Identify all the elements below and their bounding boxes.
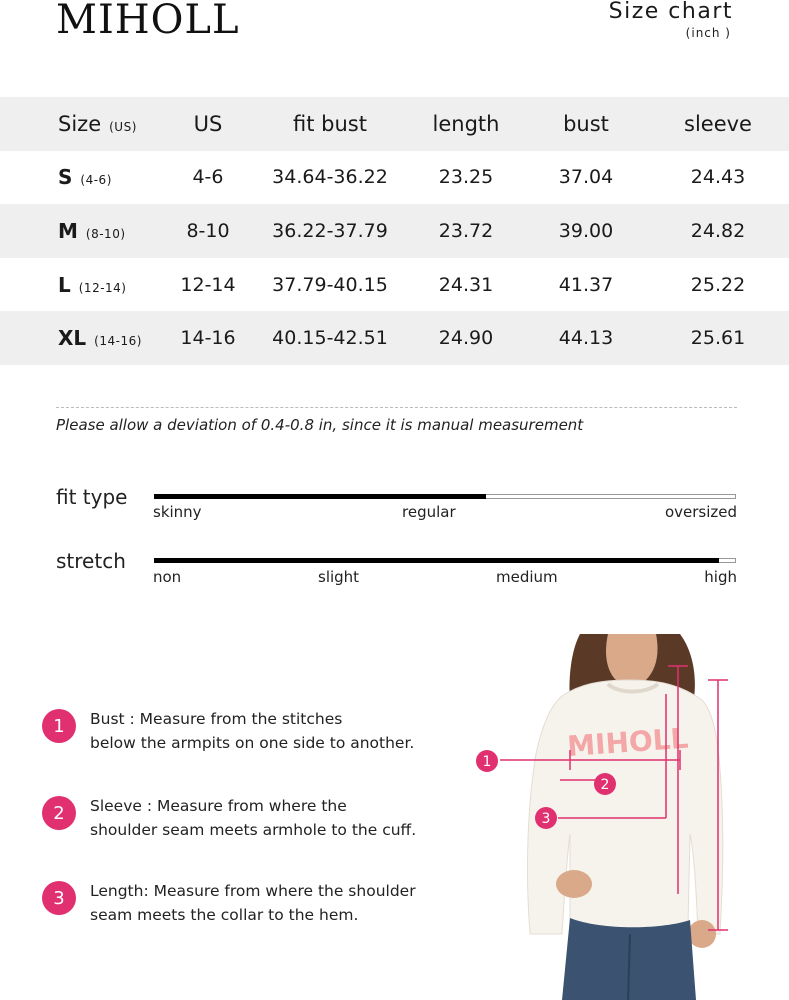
- marker-3-label: 3: [541, 811, 551, 827]
- bust-cell: 37.04: [558, 166, 614, 189]
- sleeve-cell: 24.43: [690, 166, 746, 189]
- column-header-us: US: [193, 111, 223, 136]
- sleeve-cell: 24.82: [690, 219, 746, 242]
- column-header-sleeve: sleeve: [684, 111, 752, 136]
- size-table: [0, 97, 789, 365]
- table-row: [0, 151, 789, 205]
- table-header-row: [0, 97, 789, 151]
- stretch-fill: [154, 558, 719, 563]
- length-cell: 24.31: [438, 273, 494, 296]
- marker-2-label: 2: [600, 777, 610, 793]
- instruction-text: Bust : Measure from the stitches below the armpits on one side to another.: [90, 710, 415, 752]
- stretch-tick-medium: medium: [496, 568, 558, 586]
- fit-type-label: fit type: [56, 485, 128, 509]
- fit-tick-oversized: oversized: [664, 503, 737, 521]
- column-header-bust: bust: [563, 111, 609, 136]
- size-cell: M (8-10): [58, 218, 126, 243]
- length-cell: 23.25: [438, 166, 494, 189]
- chart-title: Size chart: [608, 0, 733, 24]
- fit-bust-cell: 37.79-40.15: [272, 273, 388, 296]
- sleeve-cell: 25.61: [690, 327, 746, 350]
- size-cell: L (12-14): [58, 272, 127, 297]
- length-cell: 24.90: [438, 327, 494, 350]
- length-cell: 23.72: [438, 219, 494, 242]
- number-badge-icon: 1: [42, 709, 76, 743]
- column-header-fit-bust: fit bust: [293, 111, 367, 136]
- us-cell: 12-14: [180, 273, 236, 296]
- table-row: [0, 204, 789, 258]
- us-cell: 8-10: [186, 219, 230, 242]
- chart-unit: (inch ): [685, 26, 731, 40]
- marker-1-label: 1: [482, 754, 492, 770]
- size-cell: S (4-6): [58, 165, 112, 190]
- stretch-tick-slight: slight: [318, 568, 360, 586]
- fit-tick-regular: regular: [402, 503, 456, 521]
- sweater-print: MIHOLL: [566, 721, 690, 763]
- deviation-note: Please allow a deviation of 0.4-0.8 in, since it is manual measurement: [56, 416, 584, 434]
- instruction-text: Sleeve : Measure from where the shoulder seam meets armhole to the cuff.: [90, 797, 417, 839]
- bust-cell: 41.37: [558, 273, 614, 296]
- model-photo: [470, 634, 760, 1000]
- stretch-label: stretch: [56, 549, 126, 573]
- sleeve-cell: 25.22: [690, 273, 746, 296]
- stretch-tick-non: non: [153, 568, 182, 586]
- number-badge-icon: 2: [42, 796, 76, 830]
- us-cell: 4-6: [192, 166, 224, 189]
- dashed-divider: [56, 407, 737, 408]
- fit-bust-cell: 36.22-37.79: [272, 219, 388, 242]
- column-header-length: length: [432, 111, 500, 136]
- fit-type-fill: [154, 494, 486, 499]
- brand-logo: MIHOLL: [56, 0, 240, 43]
- size-cell: XL (14-16): [58, 326, 142, 351]
- bust-cell: 44.13: [558, 327, 614, 350]
- us-cell: 14-16: [180, 327, 236, 350]
- table-row: [0, 258, 789, 312]
- stretch-tick-high: high: [704, 568, 737, 586]
- fit-bust-cell: 34.64-36.22: [272, 166, 388, 189]
- fit-type-meter: [154, 494, 736, 499]
- number-badge-icon: 3: [42, 881, 76, 915]
- column-header-size: Size (US): [58, 111, 137, 136]
- stretch-meter: [154, 558, 736, 563]
- instruction-text: Length: Measure from where the shoulder seam meets the collar to the hem.: [90, 882, 416, 924]
- fit-bust-cell: 40.15-42.51: [272, 327, 388, 350]
- table-row: [0, 311, 789, 365]
- bust-cell: 39.00: [558, 219, 614, 242]
- fit-tick-skinny: skinny: [153, 503, 202, 521]
